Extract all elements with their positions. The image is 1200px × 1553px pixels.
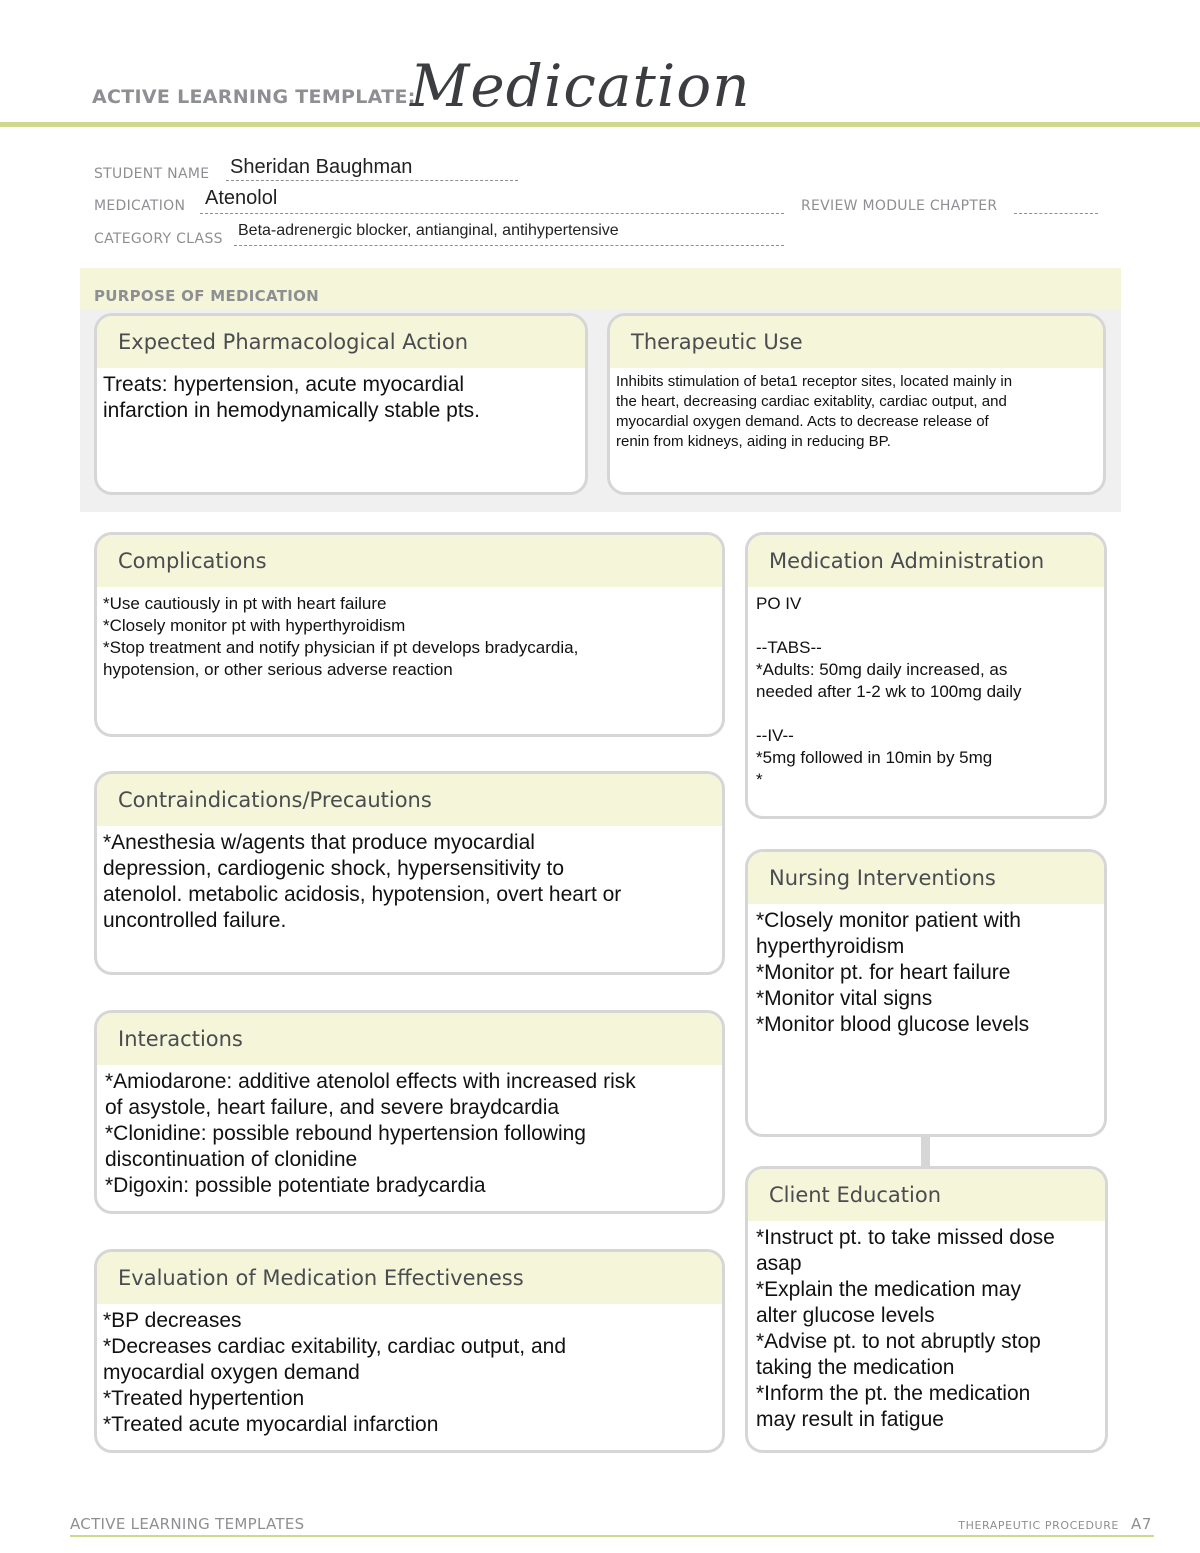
medication-field[interactable]: Atenolol	[205, 187, 278, 209]
footer-right	[958, 1515, 1152, 1533]
therapeutic-use-title: Therapeutic Use	[610, 316, 1103, 368]
evaluation-title: Evaluation of Medication Effectiveness	[97, 1252, 722, 1304]
medication-administration-title: Medication Administration	[748, 535, 1104, 587]
expected-action-box	[94, 313, 588, 495]
client-education-box	[745, 1166, 1108, 1453]
interactions-box	[94, 1010, 725, 1214]
medication-administration-text[interactable]: PO IV --TABS-- *Adults: 50mg daily increased, as needed after 1-2 wk to 100mg daily --IV-- *5mg followed in 10min by 5mg *	[756, 594, 1022, 789]
box-connector	[921, 1136, 930, 1166]
client-education-title: Client Education	[748, 1169, 1105, 1221]
category-class-label: CATEGORY CLASS	[94, 231, 223, 247]
medication-label: MEDICATION	[94, 198, 186, 214]
evaluation-box	[94, 1249, 725, 1453]
interactions-title: Interactions	[97, 1013, 722, 1065]
contraindications-title: Contraindications/Precautions	[97, 774, 722, 826]
complications-title: Complications	[97, 535, 722, 587]
medication-administration-box	[745, 532, 1107, 819]
medication-line	[200, 213, 784, 214]
evaluation-text[interactable]: *BP decreases *Decreases cardiac exitability, cardiac output, and myocardial oxygen demand *Treated hypertention *Treated acute myocardial infarction	[103, 1309, 567, 1436]
expected-action-title: Expected Pharmacological Action	[97, 316, 585, 368]
page-number: A7	[1130, 1515, 1152, 1533]
review-module-label: REVIEW MODULE CHAPTER	[801, 198, 998, 214]
student-name-line	[226, 180, 518, 181]
contraindications-box	[94, 771, 725, 975]
footer-section: THERAPEUTIC PROCEDURE	[958, 1519, 1119, 1532]
complications-box	[94, 532, 725, 737]
footer-left: ACTIVE LEARNING TEMPLATES	[70, 1515, 305, 1533]
therapeutic-use-box	[607, 313, 1106, 495]
student-name-label: STUDENT NAME	[94, 166, 210, 182]
template-label: ACTIVE LEARNING TEMPLATE:	[92, 86, 416, 108]
nursing-interventions-box	[745, 849, 1107, 1137]
therapeutic-use-text[interactable]: Inhibits stimulation of beta1 receptor sites, located mainly in the heart, decreasing cardiac exitablity, cardiac output, and myocardial oxygen demand. Acts to decrease release of renin from kidneys, aiding in reducing BP.	[616, 373, 1013, 450]
review-module-line	[1014, 213, 1098, 214]
category-class-line	[234, 245, 784, 246]
header-rule	[0, 122, 1200, 127]
contraindications-text[interactable]: *Anesthesia w/agents that produce myocardial depression, cardiogenic shock, hypersensitivity to atenolol. metabolic acidosis, hypotension, overt heart or uncontrolled failure.	[103, 831, 622, 932]
nursing-interventions-text[interactable]: *Closely monitor patient with hyperthyroidism *Monitor pt. for heart failure *Monitor vital signs *Monitor blood glucose levels	[756, 909, 1030, 1036]
client-education-text[interactable]: *Instruct pt. to take missed dose asap *Explain the medication may alter glucose levels *Advise pt. to not abruptly stop taking the medication *Inform the pt. the medication may result in fatigue	[756, 1226, 1055, 1431]
footer-rule	[70, 1535, 1154, 1537]
purpose-label: PURPOSE OF MEDICATION	[94, 287, 320, 305]
nursing-interventions-title: Nursing Interventions	[748, 852, 1104, 904]
page-title: Medication	[410, 52, 751, 120]
expected-action-text[interactable]: Treats: hypertension, acute myocardial infarction in hemodynamically stable pts.	[103, 373, 481, 422]
interactions-text[interactable]: *Amiodarone: additive atenolol effects with increased risk of asystole, heart failure, and severe braydcardia *Clonidine: possible rebound hypertension following discontinuation of clonidine *Digoxin: possible potentiate bradycardia	[105, 1070, 636, 1197]
complications-text[interactable]: *Use cautiously in pt with heart failure *Closely monitor pt with hyperthyroidism *Stop treatment and notify physician if pt develops bradycardia, hypotension, or other serious adverse reaction	[103, 594, 579, 679]
student-name-field[interactable]: Sheridan Baughman	[230, 156, 413, 178]
category-class-field[interactable]: Beta-adrenergic blocker, antianginal, antihypertensive	[238, 222, 619, 239]
